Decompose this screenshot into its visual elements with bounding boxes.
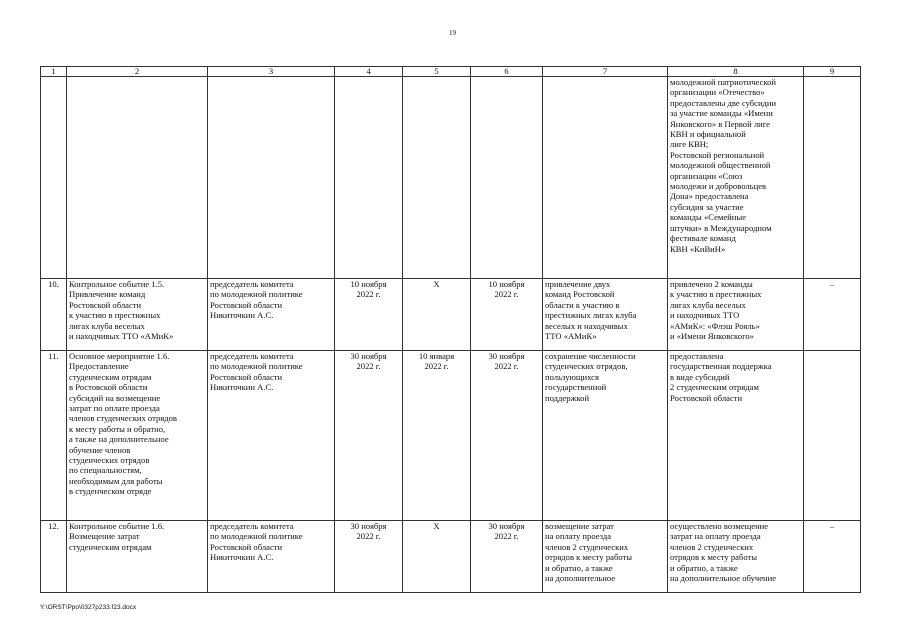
text-line: 2022 г. (356, 361, 381, 372)
cell-control-date (471, 521, 543, 593)
cell-plan-date (335, 77, 403, 279)
text-line: Янковского» в Первой лиге (670, 118, 770, 129)
cell-number: 11. (41, 351, 67, 521)
text-line: 2022 г. (494, 531, 519, 542)
cell-fact-date (403, 77, 471, 279)
text-line: затрат на оплату проезда (670, 531, 761, 542)
text-line: молодежи и добровольцев (670, 181, 767, 192)
text-line: за участие команды «Имени (670, 108, 773, 119)
header-cell: 4 (335, 67, 403, 77)
cell-expected-result (543, 77, 668, 279)
cell-actual-result (668, 77, 804, 279)
text-line: Возмещение затрат (69, 531, 140, 542)
cell-control-date (471, 351, 543, 521)
text-line: к участию в престижных (69, 310, 161, 321)
text-line: «АМиК»: «Флэш Рояль» (670, 320, 760, 331)
text-line: команды «Семейные (670, 212, 746, 223)
text-line: государственной (545, 382, 607, 393)
text-line: Ростовской региональной (670, 149, 765, 160)
text-line: предоставлена (670, 351, 724, 361)
text-line: Дона» предоставлена (670, 191, 749, 202)
cell-number (41, 77, 67, 279)
text-line: председатель комитета (210, 521, 294, 531)
table-row (41, 351, 861, 521)
cell-number: 10. (41, 279, 67, 351)
text-line: в студенческом отряде (69, 486, 152, 497)
text-line: Ростовской области (69, 299, 142, 310)
cell-actual-result (668, 351, 804, 521)
text-line: престижных лигах клуба (545, 310, 637, 321)
file-path-footer: Y:\ORST\Ppo\0327p233.f23.docx (40, 604, 137, 611)
text-line: КВН «КиВиН» (670, 243, 726, 254)
text-line: 10 января (418, 351, 455, 361)
text-line: членов студенческих отрядов (69, 413, 177, 424)
text-line: привлечение двух (545, 279, 611, 289)
cell-fact-date: Х (403, 279, 471, 351)
text-line: штучки» в Международном (670, 222, 772, 233)
text-line: 2022 г. (424, 361, 449, 372)
header-cell: 8 (668, 67, 804, 77)
cell-responsible (208, 521, 335, 593)
text-line: на дополнительное (545, 573, 616, 584)
cell-expected-result (543, 521, 668, 593)
text-line: организации «Отечество» (670, 87, 765, 98)
cell-responsible (208, 351, 335, 521)
text-line: Никиточкин А.С. (210, 382, 274, 393)
cell-plan-date (335, 351, 403, 521)
cell-event (67, 351, 208, 521)
text-line: студенческим отрядам (69, 371, 152, 382)
text-line: поддержкой (545, 392, 590, 403)
cell-control-date (471, 77, 543, 279)
text-line: отрядов к месту работы (670, 552, 758, 563)
text-line: 30 ноября (488, 521, 525, 531)
text-line: сохранение численности (545, 351, 636, 361)
text-line: 2022 г. (356, 531, 381, 542)
cell-expected-result (543, 279, 668, 351)
text-line: затрат по оплате проезда (69, 403, 160, 414)
text-line: Предоставление (69, 361, 129, 372)
text-line: Никиточкин А.С. (210, 310, 274, 321)
text-line: 30 ноября (488, 351, 525, 361)
text-line: к месту работы и обратно, (69, 423, 166, 434)
text-line: и находчивых ТТО (670, 310, 740, 321)
cell-note: – (804, 279, 861, 351)
text-line: фестивале команд (670, 233, 736, 244)
header-cell: 9 (804, 67, 861, 77)
text-line: и обратно, а также (545, 562, 613, 573)
report-table (40, 66, 861, 593)
text-line: молодежной патриотической (670, 77, 777, 87)
text-line: команд Ростовской (545, 289, 615, 300)
header-cell: 3 (208, 67, 335, 77)
text-line: членов 2 студенческих (545, 541, 629, 552)
cell-responsible (208, 279, 335, 351)
text-line: к участию в престижных (670, 289, 762, 300)
table-row (41, 77, 861, 279)
cell-note (804, 351, 861, 521)
cell-control-date (471, 279, 543, 351)
cell-event (67, 77, 208, 279)
text-line: КВН и официальной (670, 129, 746, 140)
text-line: Ростовской области (210, 541, 283, 552)
text-line: молодежной общественной (670, 160, 771, 171)
header-cell: 2 (67, 67, 208, 77)
cell-responsible (208, 77, 335, 279)
text-line: 30 ноября (350, 521, 387, 531)
text-line: студенческих отрядов (69, 455, 150, 466)
cell-plan-date (335, 279, 403, 351)
cell-event (67, 279, 208, 351)
text-line: отрядов к месту работы (545, 552, 633, 563)
text-line: Ростовской области (670, 392, 743, 403)
text-line: обучение членов (69, 444, 131, 455)
text-line: субсидия за участие (670, 201, 744, 212)
text-line: студенческим отрядам (69, 541, 152, 552)
cell-event (67, 521, 208, 593)
cell-number: 12. (41, 521, 67, 593)
text-line: лигах клуба веселых (670, 299, 746, 310)
cell-plan-date (335, 521, 403, 593)
cell-fact-date (403, 351, 471, 521)
table-row (41, 521, 861, 593)
header-cell: 7 (543, 67, 668, 77)
text-line: и обратно, а также (670, 562, 738, 573)
text-line: 2022 г. (494, 361, 519, 372)
text-line: лигах клуба веселых (69, 320, 145, 331)
text-line: Контрольное событие 1.6. (69, 521, 165, 531)
text-line: Ростовской области (210, 371, 283, 382)
text-line: в виде субсидий (670, 371, 730, 382)
text-line: студенческих отрядов, (545, 361, 628, 372)
text-line: по молодежной политике (210, 531, 303, 542)
text-line: Основное мероприятие 1.6. (69, 351, 170, 361)
text-line: и находчивых ТТО «АМиК» (69, 331, 174, 342)
text-line: членов 2 студенческих (670, 541, 754, 552)
text-line: веселых и находчивых (545, 320, 628, 331)
text-line: возмещение затрат (545, 521, 614, 531)
text-line: на дополнительное обучение (670, 573, 777, 584)
text-line: а также на дополнительное (69, 434, 169, 445)
text-line: Контрольное событие 1.5. (69, 279, 165, 289)
text-line: по молодежной политике (210, 289, 303, 300)
text-line: области к участию в (545, 299, 620, 310)
cell-fact-date: Х (403, 521, 471, 593)
text-line: пользующихся (545, 371, 599, 382)
cell-expected-result (543, 351, 668, 521)
header-row (41, 67, 861, 77)
text-line: по специальностям, (69, 465, 142, 476)
text-line: 2022 г. (494, 289, 519, 300)
cell-note (804, 77, 861, 279)
text-line: председатель комитета (210, 279, 294, 289)
cell-actual-result (668, 521, 804, 593)
text-line: 10 ноября (350, 279, 387, 289)
text-line: 2022 г. (356, 289, 381, 300)
text-line: организации «Союз (670, 170, 743, 181)
text-line: необходимым для работы (69, 475, 163, 486)
page-number: 19 (449, 29, 456, 37)
text-line: государственная поддержка (670, 361, 772, 372)
header-cell: 1 (41, 67, 67, 77)
header-cell: 6 (471, 67, 543, 77)
text-line: по молодежной политике (210, 361, 303, 372)
text-line: и «Имени Янковского» (670, 331, 754, 342)
text-line: 30 ноября (350, 351, 387, 361)
header-cell: 5 (403, 67, 471, 77)
text-line: Никиточкин А.С. (210, 552, 274, 563)
text-line: субсидий на возмещение (69, 392, 161, 403)
text-line: в Ростовской области (69, 382, 148, 393)
text-line: председатель комитета (210, 351, 294, 361)
cell-actual-result (668, 279, 804, 351)
text-line: ТТО «АМиК» (545, 331, 597, 342)
table-row (41, 279, 861, 351)
cell-note: – (804, 521, 861, 593)
text-line: Привлечение команд (69, 289, 146, 300)
text-line: Ростовской области (210, 299, 283, 310)
text-line: предоставлены две субсидии (670, 97, 777, 108)
text-line: на оплату проезда (545, 531, 612, 542)
text-line: лиге КВН; (670, 139, 709, 150)
text-line: 10 ноября (488, 279, 525, 289)
text-line: привлечено 2 команды (670, 279, 753, 289)
text-line: осуществлено возмещение (670, 521, 769, 531)
text-line: 2 студенческим отрядам (670, 382, 759, 393)
